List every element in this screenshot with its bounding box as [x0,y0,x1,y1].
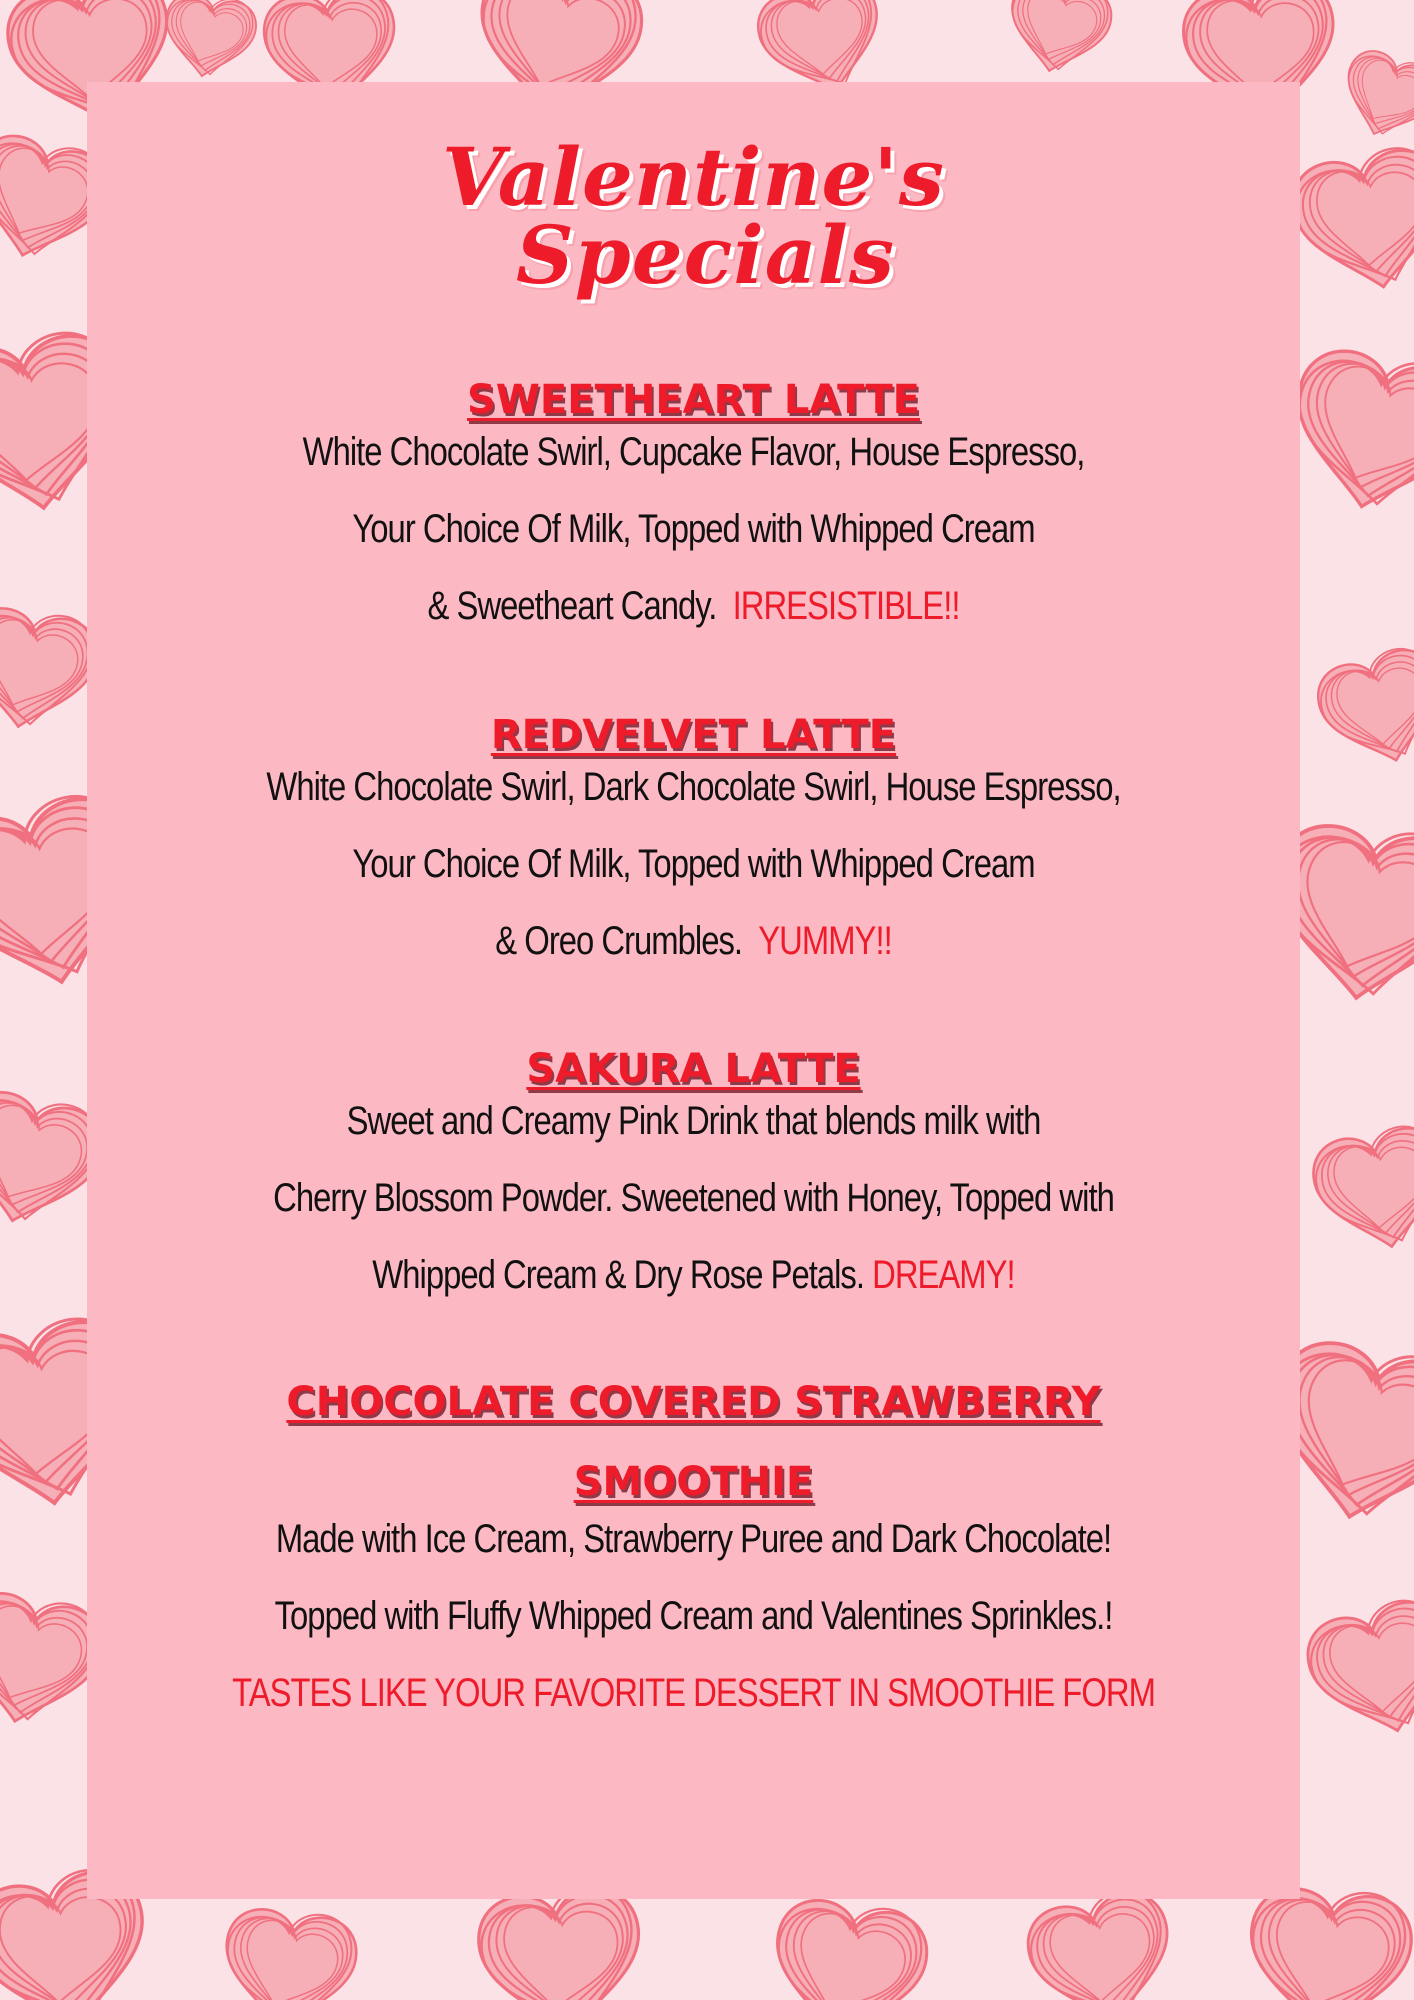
description-line-text: & Sweetheart Candy. [427,584,717,628]
item-description-redvelvet-latte [196,749,1191,980]
item-tagline: YUMMY!! [758,919,892,963]
description-line: Your Choice Of Milk, Topped with Whipped Cream [352,842,1035,886]
item-description-sweetheart-latte [196,414,1191,645]
description-line [196,1237,1191,1314]
description-line-text: Whipped Cream & Dry Rose Petals. [372,1253,864,1297]
scribble-heart-icon [154,0,265,89]
page-title-line-1: Valentine's [442,130,945,224]
menu-panel [87,82,1300,1899]
item-heading-strawberry-smoothie-line-2: SMOOTHIE [573,1459,814,1505]
description-line: Made with Ice Cream, Strawberry Puree and Dark Chocolate! [275,1517,1112,1561]
description-line: White Chocolate Swirl, Dark Chocolate Swirl, House Espresso, [266,765,1121,809]
item-heading-sakura-latte: SAKURA LATTE [526,1046,861,1092]
description-line: Topped with Fluffy Whipped Cream and Valentines Sprinkles.! [274,1594,1113,1638]
item-heading-redvelvet-latte: REDVELVET LATTE [490,712,897,758]
item-heading-strawberry-smoothie-line-1: CHOCOLATE COVERED STRAWBERRY [286,1379,1101,1425]
item-description-strawberry-smoothie [196,1501,1191,1732]
scribble-heart-icon [1294,1585,1414,1756]
scribble-heart-icon [997,0,1123,87]
page-title-line-2: Specials [516,208,895,302]
scribble-heart-icon [1303,1114,1414,1265]
description-line-text: & Oreo Crumbles. [495,919,743,963]
item-heading-sweetheart-latte: SWEETHEART LATTE [467,377,920,423]
scribble-heart-icon [212,1897,369,2000]
description-line [196,568,1191,645]
description-line [196,903,1191,980]
scribble-heart-icon [1306,634,1414,782]
scribble-heart-icon [1328,38,1414,155]
item-tagline: TASTES LIKE YOUR FAVORITE DESSERT IN SMOOTHIE FORM [232,1671,1155,1715]
scribble-heart-icon [757,1885,942,2000]
item-tagline: DREAMY! [872,1253,1015,1297]
description-line: Sweet and Creamy Pink Drink that blends milk with [346,1099,1041,1143]
description-line: White Chocolate Swirl, Cupcake Flavor, House Espresso, [302,430,1085,474]
description-line: Your Choice Of Milk, Topped with Whipped Cream [352,507,1035,551]
item-description-sakura-latte [196,1083,1191,1314]
description-line: Cherry Blossom Powder. Sweetened with Honey, Topped with [273,1176,1114,1220]
item-tagline: IRRESISTIBLE!! [732,584,960,628]
